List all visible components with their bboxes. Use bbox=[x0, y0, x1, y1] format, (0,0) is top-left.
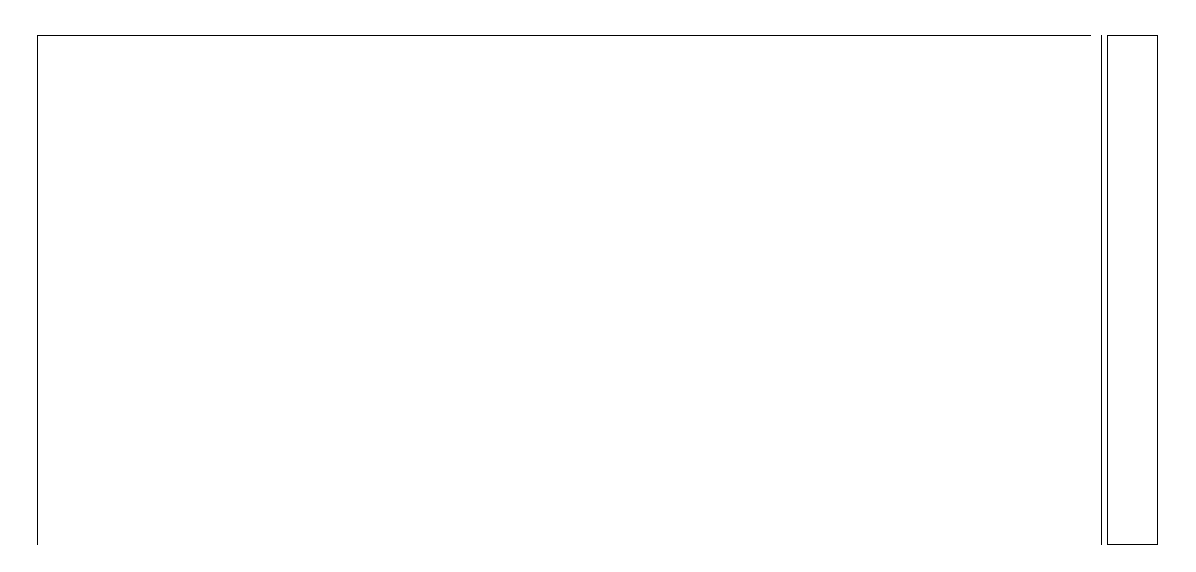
y-axis bbox=[0, 35, 32, 545]
colorbar bbox=[1107, 35, 1158, 545]
palette-axis-line bbox=[1101, 35, 1102, 545]
heatmap-grid bbox=[37, 35, 1091, 545]
x-axis bbox=[37, 547, 1091, 567]
